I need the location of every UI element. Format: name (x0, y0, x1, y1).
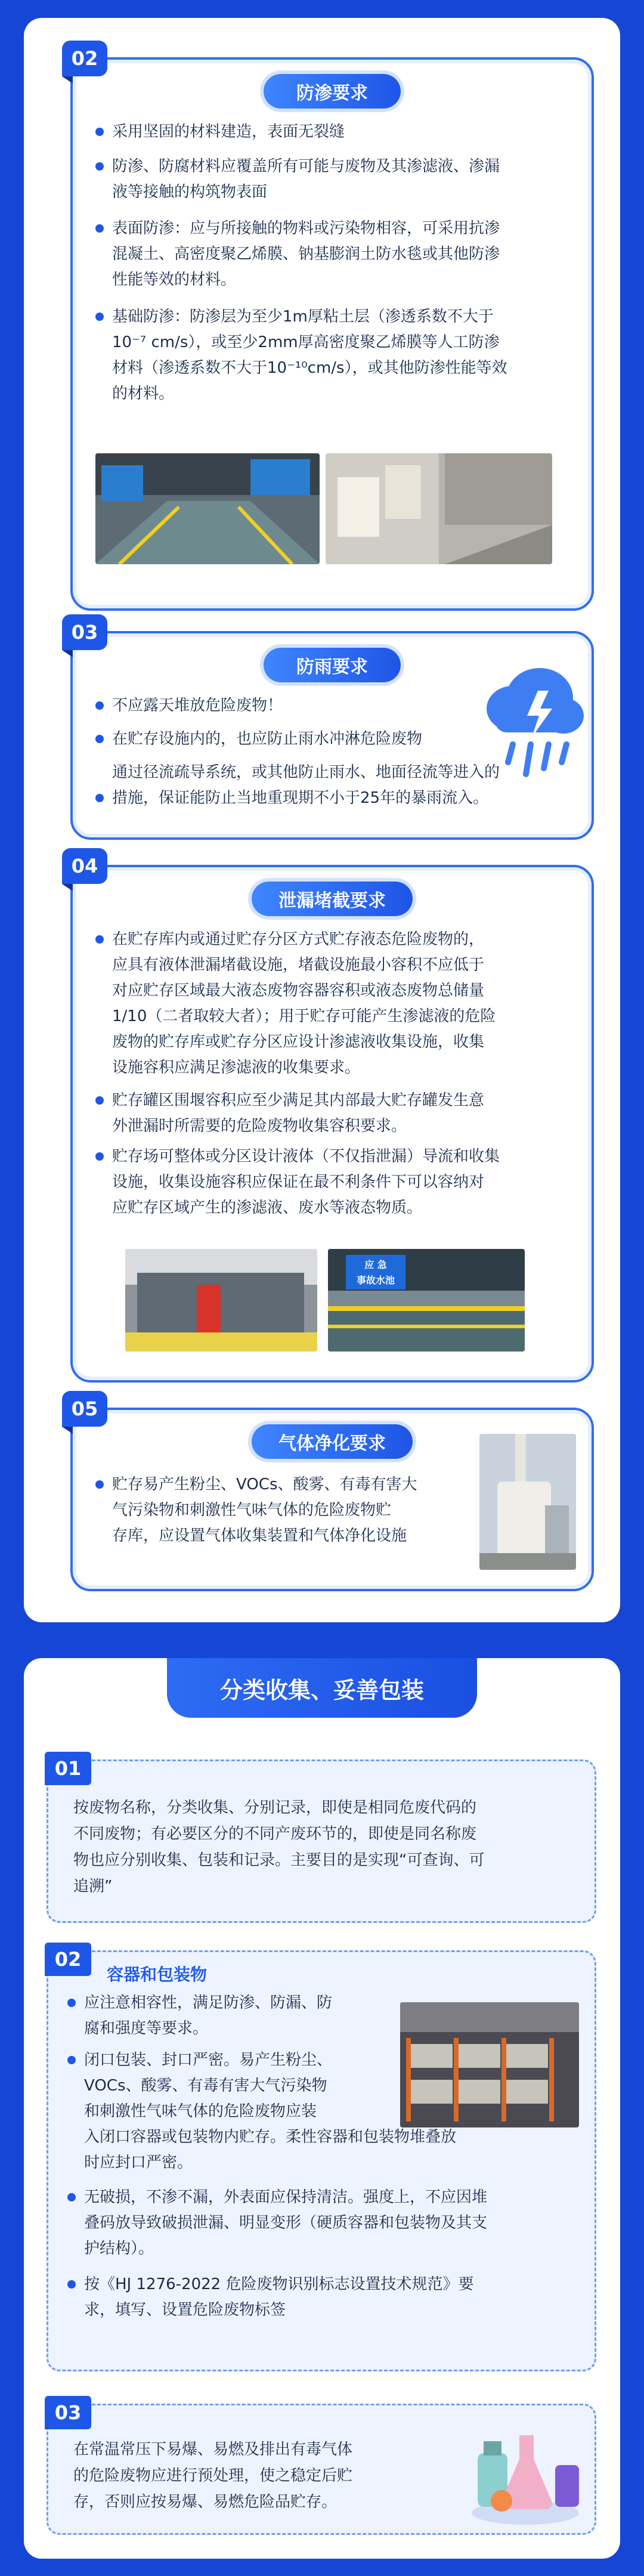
chemical-bottles-icon (466, 2411, 585, 2533)
section-number: 04 (62, 848, 107, 884)
section-number: 03 (62, 614, 107, 650)
bullet: 贮存易产生粉尘、VOCs、酸雾、有毒有害大 气污染物和刺激性气味气体的危险废物贮 存库，应设置气体收集装置和气体净化设施 (112, 1472, 470, 1549)
section-title: 泄漏堵截要求 (252, 882, 413, 916)
packaging-panel (24, 1658, 620, 2559)
warehouse-floor-photo (95, 453, 320, 564)
bullet: 基础防渗：防渗层为至少1m厚粘土层（渗透系数不大于 10⁻⁷ cm/s），或至少2mm厚高密度聚乙烯膜等人工防渗 材料（渗透系数不大于10⁻¹⁰cm/s），或其他防渗性能等效 的材料。 (112, 304, 577, 407)
sign-text: 事故水池 (356, 1275, 395, 1286)
bullet: 防渗、防腐材料应覆盖所有可能与废物及其渗滤液、渗漏 液等接触的构筑物表面 (112, 154, 577, 205)
bullet: 不应露天堆放危险废物！ (112, 693, 470, 719)
bullet: 贮存场可整体或分区设计液体（不仅指泄漏）导流和收集 设施，收集设施容积应保证在最不利条件下可以容纳对 应贮存区域产生的渗滤液、废水等液态物质。 (112, 1144, 583, 1221)
card-number: 01 (45, 1752, 91, 1785)
bullet: 表面防渗：应与所接触的物料或污染物相容，可采用抗渗 混凝土、高密度聚乙烯膜、钠基膨润土防水毯或其他防渗 性能等效的材料。 (112, 216, 577, 293)
requirements-panel (24, 18, 620, 1622)
storage-room-photo (326, 453, 552, 564)
card-01 (47, 1759, 596, 1923)
card-text: 按废物名称，分类收集、分别记录，即使是相同危废代码的 不同废物；有必要区分的不同产废环节的，即使是同名称废 物也应分别收集、包装和记录。主要目的是实现“可查询、可 追溯” (73, 1799, 485, 1895)
bullet: 通过径流疏导系统，或其他防止雨水、地面径流等进入的 措施，保证能防止当地重现期不小于25年的暴雨流入。 (112, 760, 583, 811)
section-title: 防渗要求 (264, 74, 401, 109)
section-title: 气体净化要求 (252, 1424, 413, 1459)
emergency-pool-photo (328, 1249, 525, 1352)
card-number: 03 (45, 2396, 91, 2429)
section-05-card (70, 1397, 594, 1591)
bullet: 在贮存设施内的，也应防止雨水冲淋危险废物 (112, 726, 494, 752)
section-03-card (70, 621, 594, 840)
gas-purification-tower-photo (479, 1434, 576, 1570)
card-number: 02 (45, 1943, 91, 1976)
bullet: 在贮存库内或通过贮存分区方式贮存液态危险废物的， 应具有液体泄漏堵截设施，堵截设施最小容积不应低于 对应贮存区域最大液态废物容器容积或液态废物总储量 1/10（二者取较大者）；用于贮存可能产生渗滤液的危险 废物的贮存库或贮存分区应设计渗滤液收集设施，收集 设施容积应满足渗滤液的收集要求。 (112, 927, 583, 1081)
section-title: 防雨要求 (264, 648, 401, 682)
card-02 (47, 1950, 596, 2371)
bullet: 应注意相容性，满足防渗、防漏、防 腐和强度等要求。 (84, 1990, 382, 2042)
bullet: 无破损，不渗不漏，外表面应保持清洁。强度上，不应因堆 叠码放导致破损泄漏、明显变形（硬质容器和包装物及其支 护结构）。 (84, 2185, 585, 2262)
section-02-card (70, 47, 594, 611)
card-title: 容器和包装物 (107, 1965, 208, 1984)
section-number: 02 (62, 41, 107, 76)
section-04-card (70, 855, 594, 1383)
card-text: 在常温常压下易爆、易燃及排出有毒气体 的危险废物应进行预处理，使之稳定后贮 存，否则应按易爆、易燃危险品贮存。 (73, 2441, 353, 2511)
rain-cloud-icon (483, 667, 584, 783)
sign-text: 应 急 (364, 1259, 387, 1270)
warehouse-racks-photo (400, 2002, 579, 2127)
bullet: 采用坚固的材料建造，表面无裂缝 (112, 119, 577, 145)
bullet: 按《HJ 1276-2022 危险废物识别标志设置技术规范》要 求，填写、设置危险废物标签 (84, 2272, 585, 2323)
section-number: 05 (62, 1391, 107, 1427)
card-03 (47, 2401, 596, 2535)
tank-bund-photo (125, 1249, 317, 1352)
panel-heading: 分类收集、妥善包装 (219, 1677, 424, 1703)
bullet: 贮存罐区围堰容积应至少满足其内部最大贮存罐发生意 外泄漏时所需要的危险废物收集容积要求。 (112, 1088, 583, 1139)
bullet: 闭口包装、封口严密。易产生粉尘、 VOCs、酸雾、有毒有害大气污染物 和刺激性气味气体的危险废物应装 入闭口容器或包装物内贮存。柔性容器和包装物堆叠放 时应封口严密。 (84, 2048, 585, 2176)
